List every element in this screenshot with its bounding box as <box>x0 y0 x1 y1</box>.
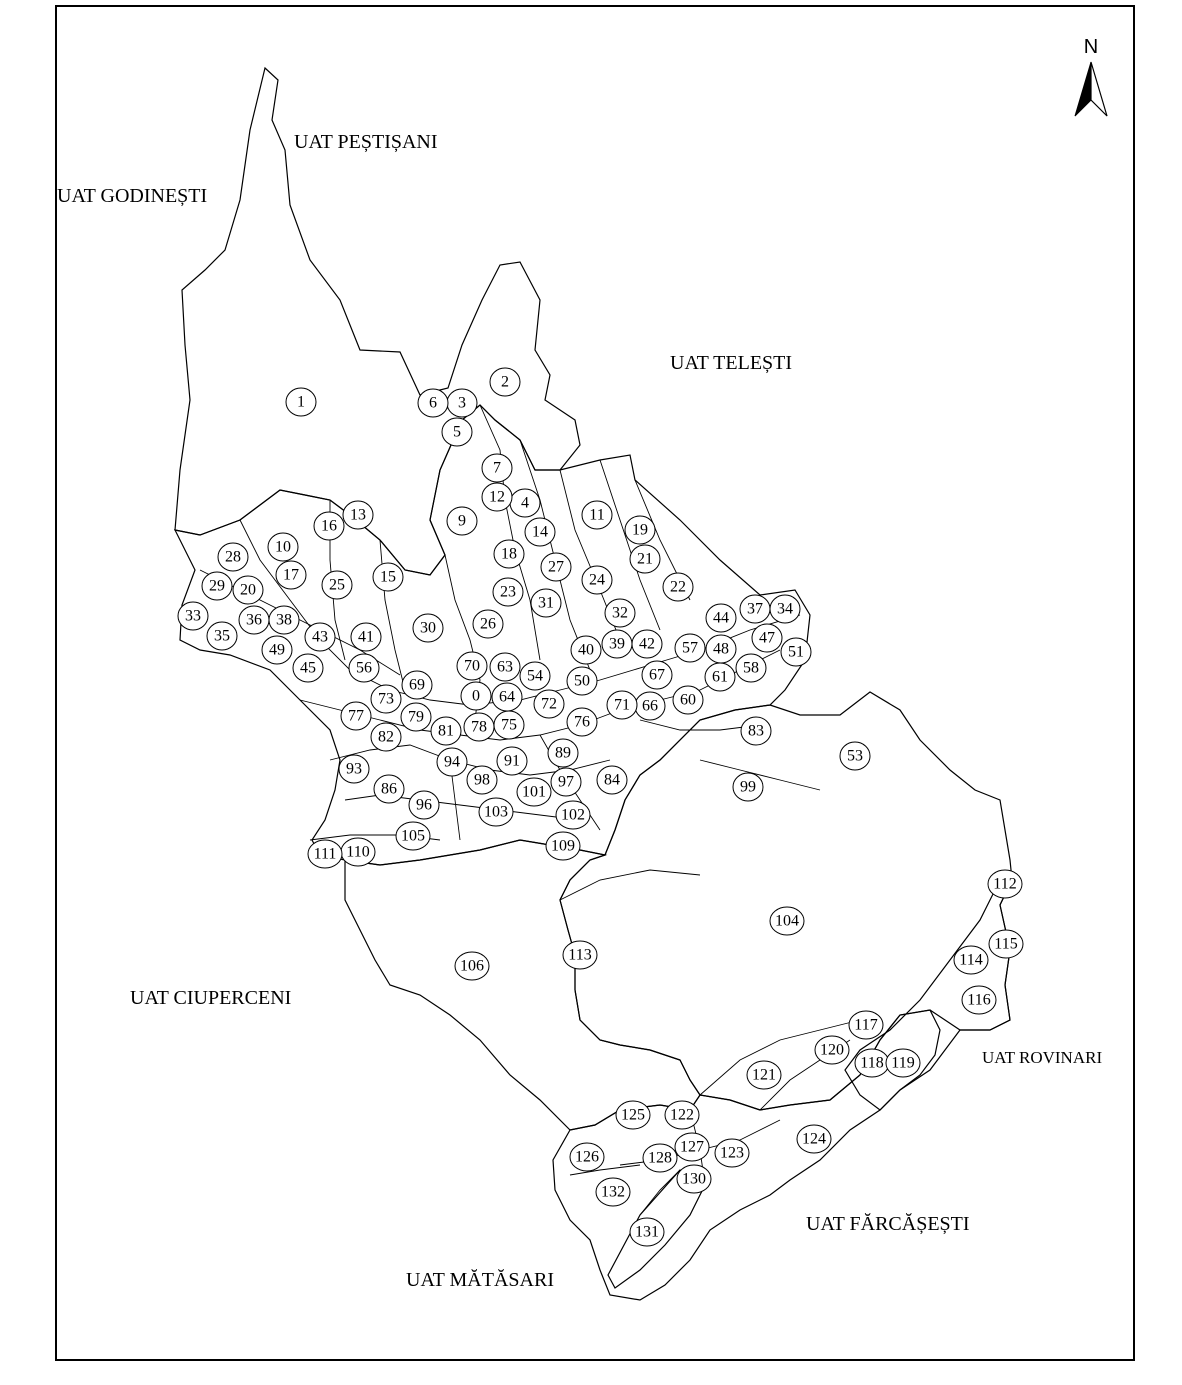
parcel-number: 120 <box>820 1041 844 1059</box>
parcel-number: 5 <box>453 423 461 441</box>
parcel-marker-41[interactable] <box>351 623 381 651</box>
parcel-number: 98 <box>474 771 490 789</box>
parcel-number: 116 <box>967 991 991 1009</box>
parcel-number: 29 <box>209 577 225 595</box>
parcel-number: 41 <box>358 628 374 646</box>
parcel-number: 4 <box>521 494 529 512</box>
parcel-number: 56 <box>356 659 372 677</box>
parcel-marker-10[interactable] <box>268 533 298 561</box>
parcel-number: 63 <box>497 658 513 676</box>
parcel-marker-18[interactable] <box>494 540 524 568</box>
parcel-number: 83 <box>748 722 764 740</box>
parcel-marker-75[interactable] <box>494 711 524 739</box>
parcel-marker-31[interactable] <box>531 589 561 617</box>
parcel-number: 16 <box>321 517 337 535</box>
parcel-number: 37 <box>747 600 763 618</box>
parcel-number: 96 <box>416 796 432 814</box>
parcel-number: 12 <box>489 488 505 506</box>
parcel-marker-49[interactable] <box>262 636 292 664</box>
parcel-marker-17[interactable] <box>276 561 306 589</box>
parcel-marker-7[interactable] <box>482 454 512 482</box>
parcel-marker-60[interactable] <box>673 686 703 714</box>
parcel-marker-14[interactable] <box>525 518 555 546</box>
parcel-number: 42 <box>639 635 655 653</box>
parcel-number: 13 <box>350 506 366 524</box>
parcel-marker-112[interactable] <box>988 870 1022 898</box>
parcel-marker-43[interactable] <box>305 623 335 651</box>
parcel-number: 126 <box>575 1148 599 1166</box>
parcel-marker-121[interactable] <box>747 1061 781 1089</box>
parcel-marker-50[interactable] <box>567 667 597 695</box>
parcel-number: 125 <box>621 1106 645 1124</box>
parcel-marker-82[interactable] <box>371 723 401 751</box>
parcel-number: 54 <box>527 667 543 685</box>
parcel-number: 81 <box>438 722 454 740</box>
parcel-marker-48[interactable] <box>706 635 736 663</box>
parcel-marker-29[interactable] <box>202 572 232 600</box>
parcel-marker-39[interactable] <box>602 630 632 658</box>
parcel-number: 111 <box>313 845 337 863</box>
parcel-marker-118[interactable] <box>855 1049 889 1077</box>
parcel-marker-111[interactable] <box>308 840 342 868</box>
parcel-marker-125[interactable] <box>616 1101 650 1129</box>
parcel-marker-4[interactable] <box>510 489 540 517</box>
neighbor-label-rovinari: UAT ROVINARI <box>982 1048 1103 1067</box>
western-lowland <box>345 837 700 1130</box>
north-label: N <box>1083 36 1099 58</box>
parcel-marker-124[interactable] <box>797 1125 831 1153</box>
parcel-marker-34[interactable] <box>770 595 800 623</box>
parcel-marker-45[interactable] <box>293 654 323 682</box>
parcel-number: 79 <box>408 708 424 726</box>
neighbor-label-matasari: UAT MĂTĂSARI <box>406 1269 554 1291</box>
parcel-number: 64 <box>499 688 515 706</box>
parcel-number: 78 <box>471 718 487 736</box>
parcel-number: 67 <box>649 666 665 684</box>
parcel-marker-9[interactable] <box>447 507 477 535</box>
parcel-marker-106[interactable] <box>455 952 489 980</box>
parcel-marker-64[interactable] <box>492 683 522 711</box>
parcel-number: 31 <box>538 594 554 612</box>
parcel-marker-96[interactable] <box>409 791 439 819</box>
parcel-number: 118 <box>860 1054 884 1072</box>
parcel-number: 86 <box>381 780 397 798</box>
parcel-marker-26[interactable] <box>473 610 503 638</box>
parcel-number: 48 <box>713 640 729 658</box>
parcel-number: 128 <box>648 1149 672 1167</box>
parcel-marker-23[interactable] <box>493 578 523 606</box>
parcel-number: 19 <box>632 521 648 539</box>
parcel-marker-131[interactable] <box>630 1218 664 1246</box>
parcel-number: 32 <box>612 604 628 622</box>
parcel-number: 40 <box>578 641 594 659</box>
parcel-number: 109 <box>551 837 575 855</box>
parcel-marker-132[interactable] <box>596 1178 630 1206</box>
parcel-number: 76 <box>574 713 590 731</box>
parcel-marker-22[interactable] <box>663 573 693 601</box>
parcel-marker-63[interactable] <box>490 653 520 681</box>
parcel-marker-105[interactable] <box>396 822 430 850</box>
parcel-number: 47 <box>759 629 775 647</box>
parcel-marker-93[interactable] <box>339 755 369 783</box>
parcel-marker-72[interactable] <box>534 690 564 718</box>
parcel-marker-19[interactable] <box>625 516 655 544</box>
neighbor-label-telesti: UAT TELEȘTI <box>670 352 793 374</box>
parcel-number: 38 <box>276 611 292 629</box>
parcel-number: 22 <box>670 578 686 596</box>
parcel-number: 93 <box>346 760 362 778</box>
parcel-marker-56[interactable] <box>349 654 379 682</box>
parcel-number: 23 <box>500 583 516 601</box>
parcel-marker-70[interactable] <box>457 652 487 680</box>
parcel-number: 113 <box>568 946 592 964</box>
parcel-number: 114 <box>959 951 983 969</box>
parcel-marker-53[interactable] <box>840 742 870 770</box>
parcel-number: 25 <box>329 576 345 594</box>
parcel-number: 2 <box>501 373 509 391</box>
parcel-marker-117[interactable] <box>849 1011 883 1039</box>
parcel-marker-21[interactable] <box>630 545 660 573</box>
parcel-marker-127[interactable] <box>675 1133 709 1161</box>
parcel-number: 66 <box>642 697 658 715</box>
parcel-marker-6[interactable] <box>418 389 448 417</box>
parcel-number: 131 <box>635 1223 659 1241</box>
parcel-marker-28[interactable] <box>218 543 248 571</box>
parcel-number: 82 <box>378 728 394 746</box>
parcel-number: 34 <box>777 600 793 618</box>
parcel-number: 44 <box>713 609 729 627</box>
parcel-number: 27 <box>548 558 564 576</box>
parcel-number: 9 <box>458 512 466 530</box>
parcel-marker-54[interactable] <box>520 662 550 690</box>
parcel-marker-1[interactable] <box>286 388 316 416</box>
parcel-marker-98[interactable] <box>467 766 497 794</box>
parcel-number: 77 <box>348 707 364 725</box>
neighbor-label-godinesti: UAT GODINEȘTI <box>57 185 208 207</box>
parcel-marker-42[interactable] <box>632 630 662 658</box>
parcel-marker-11[interactable] <box>582 501 612 529</box>
parcel-marker-99[interactable] <box>733 773 763 801</box>
parcel-number: 7 <box>493 459 501 477</box>
parcel-number: 73 <box>378 690 394 708</box>
parcel-marker-57[interactable] <box>675 634 705 662</box>
parcel-number: 72 <box>541 695 557 713</box>
parcel-marker-33[interactable] <box>178 602 208 630</box>
parcel-marker-2[interactable] <box>490 368 520 396</box>
parcel-marker-40[interactable] <box>571 636 601 664</box>
parcel-number: 33 <box>185 607 201 625</box>
parcel-number: 106 <box>460 957 484 975</box>
parcel-number: 127 <box>680 1138 704 1156</box>
parcel-number: 39 <box>609 635 625 653</box>
parcel-number: 60 <box>680 691 696 709</box>
parcel-marker-115[interactable] <box>989 930 1023 958</box>
parcel-number: 61 <box>712 668 728 686</box>
parcel-number: 123 <box>720 1144 744 1162</box>
parcel-number: 75 <box>501 716 517 734</box>
parcel-number: 58 <box>743 659 759 677</box>
parcel-marker-120[interactable] <box>815 1036 849 1064</box>
parcel-number: 115 <box>994 935 1018 953</box>
parcel-number: 51 <box>788 643 804 661</box>
parcel-number: 1 <box>297 393 305 411</box>
parcel-marker-104[interactable] <box>770 907 804 935</box>
parcel-marker-91[interactable] <box>497 747 527 775</box>
parcel-marker-3[interactable] <box>447 389 477 417</box>
parcel-number: 49 <box>269 641 285 659</box>
parcel-number: 24 <box>589 571 605 589</box>
parcel-number: 89 <box>555 744 571 762</box>
parcel-number: 21 <box>637 550 653 568</box>
parcel-number: 6 <box>429 394 437 412</box>
parcel-marker-97[interactable] <box>551 768 581 796</box>
parcel-marker-110[interactable] <box>341 838 375 866</box>
parcel-marker-119[interactable] <box>886 1049 920 1077</box>
parcel-number: 117 <box>854 1016 878 1034</box>
parcel-marker-84[interactable] <box>597 766 627 794</box>
parcel-number: 0 <box>472 687 480 705</box>
parcel-number: 20 <box>240 581 256 599</box>
parcel-number: 91 <box>504 752 520 770</box>
parcel-number: 45 <box>300 659 316 677</box>
parcel-number: 101 <box>522 783 546 801</box>
parcel-marker-78[interactable] <box>464 713 494 741</box>
parcel-marker-113[interactable] <box>563 941 597 969</box>
parcel-marker-30[interactable] <box>413 614 443 642</box>
parcel-marker-35[interactable] <box>207 622 237 650</box>
eastern-lobe <box>560 692 1012 1110</box>
parcel-number: 17 <box>283 566 299 584</box>
parcel-number: 28 <box>225 548 241 566</box>
parcel-number: 43 <box>312 628 328 646</box>
parcel-marker-101[interactable] <box>517 778 551 806</box>
parcel-number: 103 <box>484 803 508 821</box>
parcel-number: 99 <box>740 778 756 796</box>
parcel-number: 57 <box>682 639 698 657</box>
parcel-marker-37[interactable] <box>740 595 770 623</box>
parcel-number: 124 <box>802 1130 826 1148</box>
parcel-marker-103[interactable] <box>479 798 513 826</box>
parcel-number: 11 <box>589 506 605 524</box>
parcel-marker-76[interactable] <box>567 708 597 736</box>
parcel-number: 121 <box>752 1066 776 1084</box>
parcel-marker-66[interactable] <box>635 692 665 720</box>
parcel-marker-12[interactable] <box>482 483 512 511</box>
parcel-marker-79[interactable] <box>401 703 431 731</box>
parcel-number: 94 <box>444 753 460 771</box>
parcel-marker-94[interactable] <box>437 748 467 776</box>
parcel-marker-73[interactable] <box>371 685 401 713</box>
parcel-marker-13[interactable] <box>343 501 373 529</box>
north-arrow <box>1075 36 1107 116</box>
parcel-marker-67[interactable] <box>642 661 672 689</box>
neighbor-label-farcasesti: UAT FĂRCĂȘEȘTI <box>806 1213 970 1235</box>
parcel-number: 30 <box>420 619 436 637</box>
parcel-markers <box>178 368 1023 1246</box>
parcel-number: 110 <box>346 843 370 861</box>
parcel-number: 36 <box>246 611 262 629</box>
parcel-number: 3 <box>458 394 466 412</box>
parcel-marker-58[interactable] <box>736 654 766 682</box>
neighbor-label-ciuperceni: UAT CIUPERCENI <box>130 987 292 1009</box>
parcel-marker-0[interactable] <box>461 682 491 710</box>
parcel-marker-47[interactable] <box>752 624 782 652</box>
parcel-number: 53 <box>847 747 863 765</box>
parcel-marker-89[interactable] <box>548 739 578 767</box>
parcel-number: 119 <box>891 1054 915 1072</box>
parcel-marker-15[interactable] <box>373 563 403 591</box>
parcel-marker-69[interactable] <box>402 671 432 699</box>
parcel-marker-109[interactable] <box>546 832 580 860</box>
parcel-marker-25[interactable] <box>322 571 352 599</box>
parcel-number: 10 <box>275 538 291 556</box>
parcel-number: 104 <box>775 912 799 930</box>
neighbor-label-pestisani: UAT PEȘTIȘANI <box>294 131 438 153</box>
parcel-marker-86[interactable] <box>374 775 404 803</box>
parcel-marker-123[interactable] <box>715 1139 749 1167</box>
parcel-number: 105 <box>401 827 425 845</box>
parcel-marker-44[interactable] <box>706 604 736 632</box>
parcel-number: 14 <box>532 523 548 541</box>
parcel-marker-114[interactable] <box>954 946 988 974</box>
parcel-marker-24[interactable] <box>582 566 612 594</box>
parcel-marker-126[interactable] <box>570 1143 604 1171</box>
parcel-marker-32[interactable] <box>605 599 635 627</box>
parcel-marker-38[interactable] <box>269 606 299 634</box>
parcel-marker-102[interactable] <box>556 801 590 829</box>
parcel-number: 70 <box>464 657 480 675</box>
parcel-marker-61[interactable] <box>705 663 735 691</box>
parcel-number: 102 <box>561 806 585 824</box>
parcel-marker-5[interactable] <box>442 418 472 446</box>
parcel-number: 50 <box>574 672 590 690</box>
parcel-marker-51[interactable] <box>781 638 811 666</box>
parcel-marker-20[interactable] <box>233 576 263 604</box>
parcel-number: 130 <box>682 1170 706 1188</box>
parcel-number: 15 <box>380 568 396 586</box>
parcel-number: 69 <box>409 676 425 694</box>
parcel-marker-81[interactable] <box>431 717 461 745</box>
parcel-number: 122 <box>670 1106 694 1124</box>
parcel-marker-130[interactable] <box>677 1165 711 1193</box>
parcel-marker-77[interactable] <box>341 702 371 730</box>
parcel-number: 26 <box>480 615 496 633</box>
parcel-marker-83[interactable] <box>741 717 771 745</box>
parcel-number: 35 <box>214 627 230 645</box>
parcel-marker-36[interactable] <box>239 606 269 634</box>
parcel-number: 97 <box>558 773 574 791</box>
parcel-number: 84 <box>604 771 620 789</box>
parcel-number: 71 <box>614 696 630 714</box>
parcel-marker-116[interactable] <box>962 986 996 1014</box>
parcel-marker-122[interactable] <box>665 1101 699 1129</box>
parcel-marker-27[interactable] <box>541 553 571 581</box>
parcel-marker-128[interactable] <box>643 1144 677 1172</box>
parcel-number: 112 <box>993 875 1017 893</box>
parcel-number: 132 <box>601 1183 625 1201</box>
parcel-number: 18 <box>501 545 517 563</box>
parcel-marker-16[interactable] <box>314 512 344 540</box>
parcel-marker-71[interactable] <box>607 691 637 719</box>
